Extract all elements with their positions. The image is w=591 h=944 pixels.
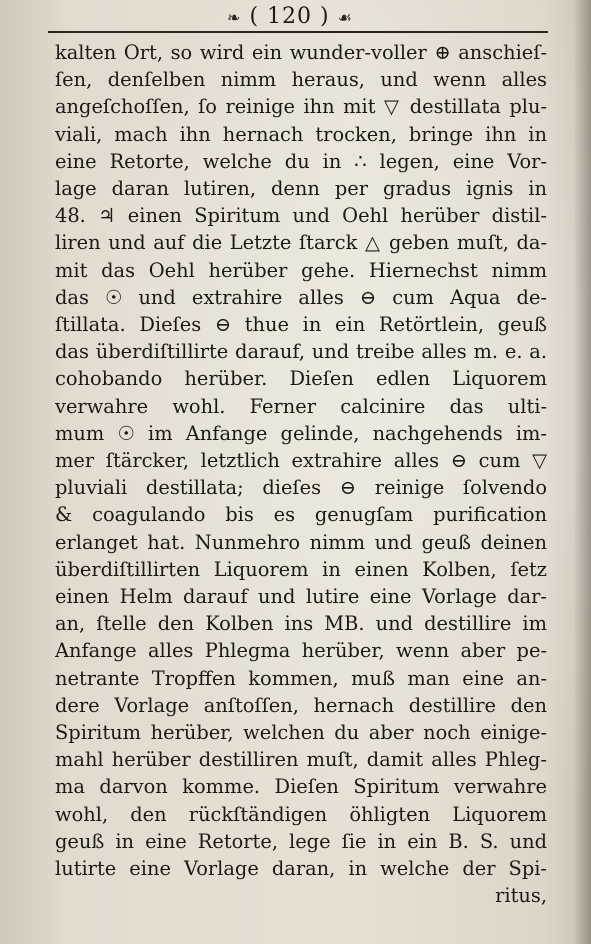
text-line: liren und auf die Letzte ſtarck △ geben muſt, da- [55,231,547,255]
text-line: einen Helm darauf und lutire eine Vorlage dar- [55,585,547,609]
text-line: geuß in eine Retorte, lege ſie in ein B. S. und [55,829,547,853]
header-rule [48,31,548,33]
page-number-open-paren: ( [249,4,260,29]
text-line: an, ſtelle den Kolben ins MB. und destillire im [55,612,547,636]
text-line: lage daran lutiren, denn per gradus ignis in [55,177,547,201]
text-line: netrante Tropffen kommen, muß man eine an- [55,666,547,690]
text-line: mum ☉ im Anfange gelinde, nachgehends im- [55,421,547,445]
text-line: eine Retorte, welche du in ∴ legen, eine Vor- [55,149,547,173]
text-line: Anfange alles Phlegma herüber, wenn aber pe- [55,639,547,663]
text-line: das überdiſtillirte darauf, und treibe alles m. e. a. [55,340,547,364]
text-line: kalten Ort, so wird ein wunder-voller ⊕ anschieſ- [55,41,547,64]
text-line: lutirte eine Vorlage daran, in welche der Spi- [55,857,547,881]
body-text [55,39,547,910]
text-line: mahl herüber destilliren muſt, damit alles Phleg- [55,748,547,772]
text-line: das ☉ und extrahire alles ⊖ cum Aqua de- [55,285,547,309]
text-line: Spiritum herüber, welchen du aber noch einige- [55,721,547,745]
text-line: ſtillata. Dieſes ⊖ thue in ein Retörtlein, geuß [55,313,547,337]
page-number: 120 [267,4,313,29]
text-line: überdiſtillirten Liquorem in einen Kolben, ſetz [55,557,547,581]
text-line: ritus, [495,884,547,908]
text-line: angeſchoſſen, ſo reinige ihn mit ▽ destillata plu- [55,95,547,119]
text-line: mer ſtärcker, letztlich extrahire alles ⊖ cum ▽ [55,449,547,473]
ornament-right-icon: ☙ [337,8,353,27]
text-line: ma darvon komme. Dieſen Spiritum verwahre [55,775,547,799]
text-line: ſen, denſelben nimm heraus, und wenn alles [55,68,547,92]
text-line: dere Vorlage anſtoſſen, hernach destillire den [55,693,547,717]
text-line: pluviali destillata; dieſes ⊖ reinige ſolvendo [55,476,547,500]
text-line: mit das Oehl herüber gehe. Hiernechst nimm [55,258,547,282]
page-header [200,4,380,30]
text-line: viali, mach ihn hernach trocken, bringe ihn in [55,122,547,146]
page-number-close-paren: ) [320,4,330,29]
text-line: verwahre wohl. Ferner calcinire das ulti- [55,394,547,418]
text-line: 48. ♃ einen Spiritum und Oehl herüber distil- [55,204,547,228]
text-line: & coagulando bis es genugſam purification [55,503,547,527]
text-line: erlanget hat. Nunmehro nimm und geuß deinen [55,530,547,554]
text-line: cohobando herüber. Dieſen edlen Liquorem [55,367,547,391]
text-line: wohl, den rückſtändigen öhligten Liquorem [55,802,547,826]
ornament-left-icon: ❧ [227,8,242,27]
